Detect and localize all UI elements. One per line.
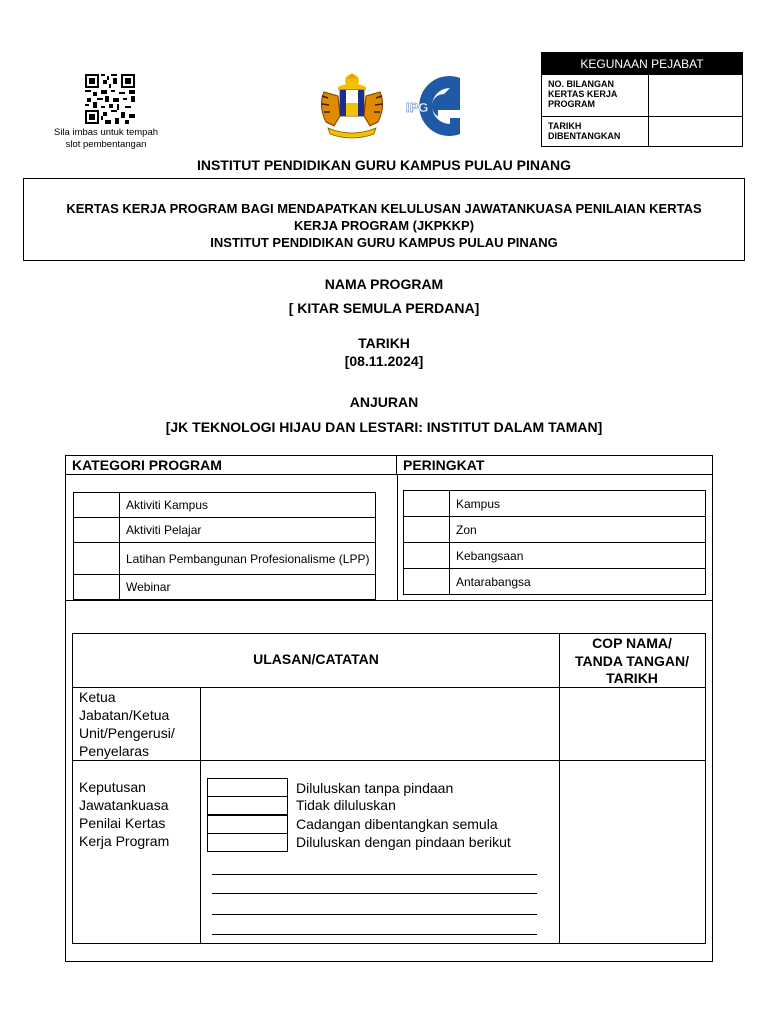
review-table [72,633,706,944]
no-bilangan-label-2: KERTAS KERJA [548,89,618,99]
no-bilangan-label [542,75,649,116]
column-divider [397,475,398,600]
tarikh-value: [08.11.2024] [344,353,424,369]
peringkat-row [404,569,706,595]
keputusan-label [79,778,199,850]
kategori-heading: KATEGORI PROGRAM [72,457,222,473]
decision-checkbox[interactable] [207,796,288,815]
heading-line3: INSTITUT PENDIDIKAN GURU KAMPUS PULAU PINANG [210,235,558,250]
tarikh-dibentangkan-label [542,117,649,146]
keputusan-line3: Penilai Kertas [79,815,166,831]
peringkat-row [404,491,706,517]
heading-box [23,178,745,261]
cop-header-1: COP NAMA/ [592,635,672,651]
office-row-tarikh [542,116,742,146]
ketua-line1: Ketua [79,689,116,705]
kategori-row [74,493,376,518]
qr-code[interactable] [85,74,135,124]
peringkat-option: Zon [450,517,706,543]
pindaan-line[interactable] [212,893,537,894]
ketua-line3: Unit/Pengerusi/ [79,725,175,741]
pindaan-line[interactable] [212,934,537,935]
keputusan-line2: Jawatankuasa [79,797,169,813]
pindaan-line[interactable] [212,914,537,915]
kategori-header-cell [66,456,397,475]
peringkat-checkbox[interactable] [404,491,450,517]
qr-caption-line2: slot pembentangan [65,139,147,150]
decision-checkbox[interactable] [207,778,288,797]
kategori-checkbox[interactable] [74,575,120,600]
ipg-logo [404,72,462,140]
decision-checkbox[interactable] [207,833,288,852]
pindaan-line[interactable] [212,874,537,875]
kategori-checkbox[interactable] [74,518,120,543]
decision-option: Diluluskan tanpa pindaan [296,780,454,796]
peringkat-checkbox[interactable] [404,543,450,569]
kategori-option: Aktiviti Kampus [120,493,376,518]
cop-header [559,635,705,688]
peringkat-option: Kebangsaan [450,543,706,569]
peringkat-checkbox[interactable] [404,569,450,595]
kategori-checkbox[interactable] [74,543,120,575]
kategori-row [74,543,376,575]
office-row-no-bilangan [542,74,742,116]
cop-header-3: TARIKH [606,670,658,686]
qr-caption [46,127,166,151]
kategori-row [74,518,376,543]
peringkat-option: Antarabangsa [450,569,706,595]
coat-of-arms-logo [310,72,394,140]
section-divider [66,600,712,601]
kategori-checkbox[interactable] [74,493,120,518]
peringkat-option: Kampus [450,491,706,517]
svg-text:IPG: IPG [406,100,429,115]
no-bilangan-label-3: PROGRAM [548,99,595,109]
ketua-line2: Jabatan/Ketua [79,707,170,723]
decision-checkbox[interactable] [207,815,288,834]
decision-option: Diluluskan dengan pindaan berikut [296,834,511,850]
kategori-option: Latihan Pembangunan Profesionalisme (LPP) [120,543,376,575]
ulasan-header: ULASAN/CATATAN [253,651,379,667]
keputusan-cop-field[interactable] [560,761,705,943]
cop-header-2: TANDA TANGAN/ [574,652,690,669]
decision-option: Cadangan dibentangkan semula [296,816,498,832]
peringkat-table [403,490,706,595]
no-bilangan-label-1: NO. BILANGAN [548,79,614,89]
peringkat-heading: PERINGKAT [403,457,485,473]
keputusan-line1: Keputusan [79,779,146,795]
ketua-label [79,688,199,760]
office-use-box [541,52,743,147]
tarikh-label: TARIKH [358,335,410,351]
tarikh-label-2: DIBENTANGKAN [548,131,621,141]
qr-caption-line1: Sila imbas untuk tempah [53,127,159,138]
peringkat-row [404,543,706,569]
kategori-table [73,492,376,600]
peringkat-checkbox[interactable] [404,517,450,543]
ketua-ulasan-field[interactable] [201,688,559,760]
anjuran-label: ANJURAN [349,394,419,410]
kategori-option: Aktiviti Pelajar [120,518,376,543]
kategori-option: Webinar [120,575,376,600]
tarikh-label-1: TARIKH [548,121,582,131]
peringkat-row [404,517,706,543]
heading-line1: KERTAS KERJA PROGRAM BAGI MENDAPATKAN KELULUSAN JAWATANKUASA PENILAIAN KERTAS [66,201,702,216]
ketua-line4: Penyelaras [79,743,150,759]
ketua-cop-field[interactable] [560,688,705,760]
tarikh-dibentangkan-field[interactable] [649,117,742,146]
decision-option: Tidak diluluskan [296,797,396,813]
office-use-title: KEGUNAAN PEJABAT [542,53,742,74]
no-bilangan-field[interactable] [649,75,742,116]
nama-program-value: [ KITAR SEMULA PERDANA] [288,300,480,316]
nama-program-label: NAMA PROGRAM [324,276,444,292]
peringkat-header-cell [397,456,712,475]
anjuran-value: [JK TEKNOLOGI HIJAU DAN LESTARI: INSTITUT DALAM TAMAN] [165,419,603,435]
heading-line2: KERJA PROGRAM (JKPKKP) [293,218,475,233]
kategori-row [74,575,376,600]
institute-title: INSTITUT PENDIDIKAN GURU KAMPUS PULAU PINANG [196,157,572,173]
keputusan-line4: Kerja Program [79,833,170,849]
